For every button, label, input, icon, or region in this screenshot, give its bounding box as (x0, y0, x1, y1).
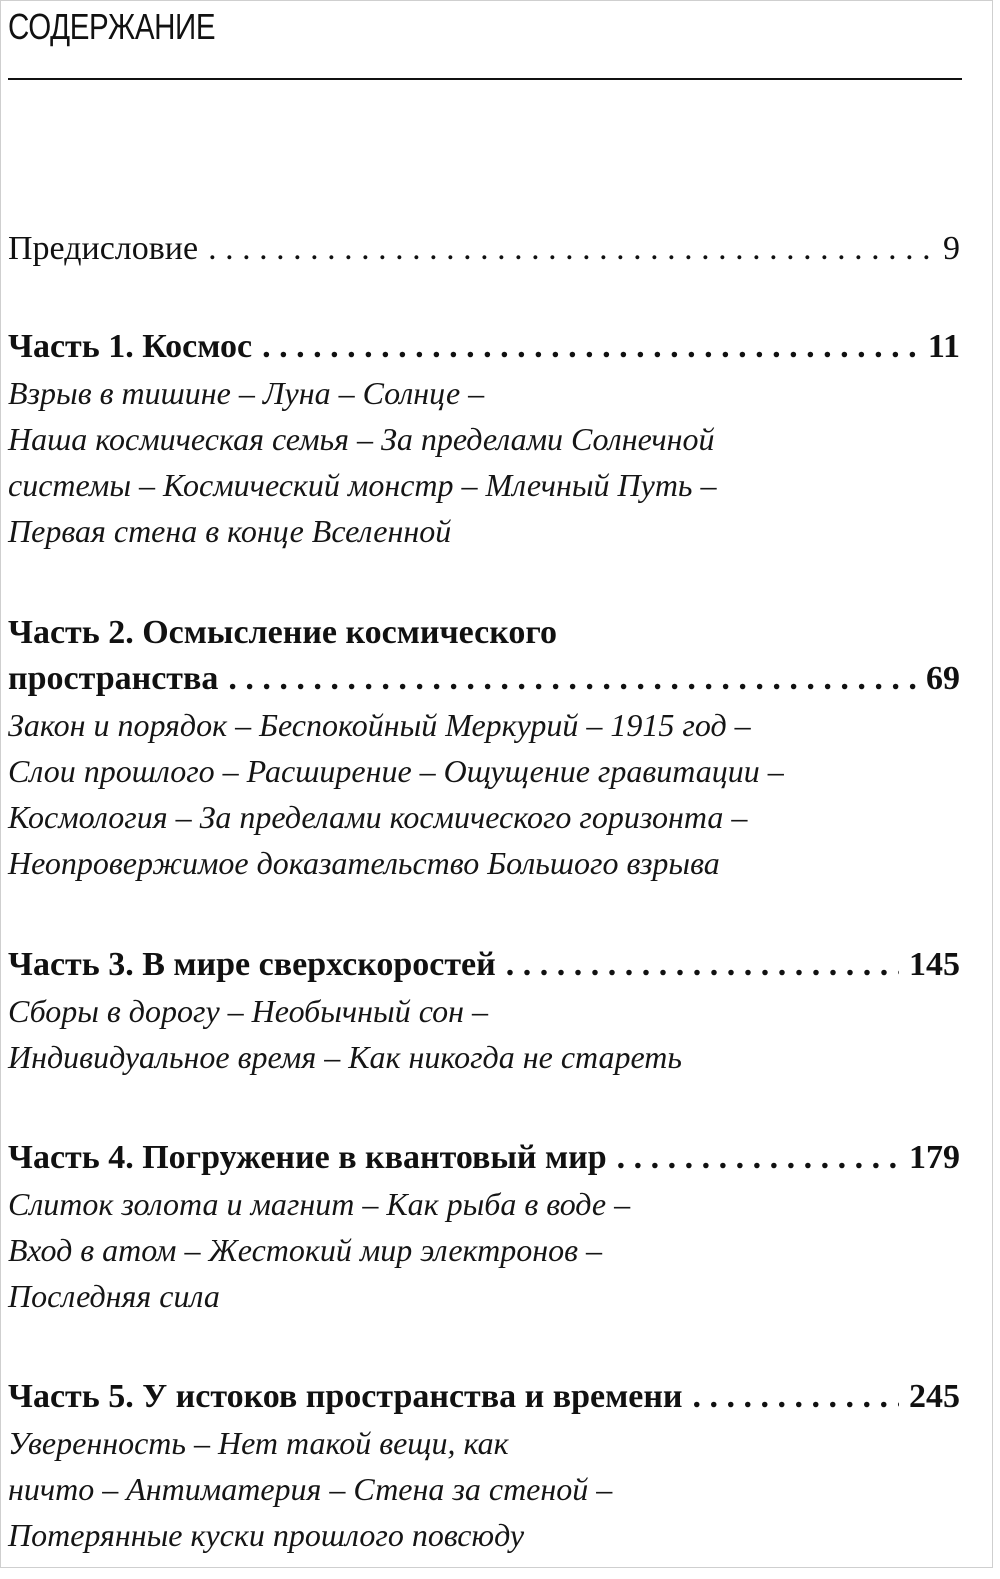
subtopic-line: Слиток золота и магнит – Как рыба в воде – (8, 1186, 631, 1222)
subtopic-line: Закон и порядок – Беспокойный Меркурий – 1915 год – (8, 707, 751, 743)
toc-line (8, 942, 960, 988)
page-number: 9 (943, 230, 960, 267)
subtopic-line: Последняя сила (8, 1278, 220, 1314)
subtopic-line: Сборы в дорогу – Необычный сон – (8, 993, 488, 1029)
subtopics (8, 988, 960, 1080)
toc-line (8, 1135, 960, 1181)
subtopic-line: Наша космическая семья – За пределами Солнечной (8, 421, 715, 457)
page-number: 145 (909, 946, 960, 983)
toc-entry-part4 (8, 1135, 960, 1319)
dot-leader (617, 1135, 899, 1181)
entry-title: Часть 4. Погружение в квантовый мир (8, 1139, 607, 1176)
subtopic-line: Неопровержимое доказательство Большого взрыва (8, 845, 720, 881)
page-number: 69 (926, 660, 960, 697)
page-number: 11 (927, 328, 960, 365)
subtopic-line: Космология – За пределами космического горизонта – (8, 799, 748, 835)
subtopic-line: Вход в атом – Жестокий мир электронов – (8, 1232, 602, 1268)
toc-line (8, 656, 960, 702)
subtopic-line: Потерянные куски прошлого повсюду (8, 1517, 525, 1553)
subtopics (8, 702, 960, 886)
header-divider (8, 78, 962, 80)
subtopics (8, 370, 960, 554)
entry-title-line: Часть 2. Осмысление космического (8, 614, 557, 651)
dot-leader (506, 942, 899, 988)
entry-title: пространства (8, 660, 219, 697)
entry-title: Часть 5. У истоков пространства и времени (8, 1378, 683, 1415)
entry-title: Часть 3. В мире сверхскоростей (8, 946, 496, 983)
dot-leader (262, 324, 918, 370)
toc-entry-part1 (8, 324, 960, 554)
subtopics (8, 1420, 960, 1558)
subtopic-line: ничто – Антиматерия – Стена за стеной – (8, 1471, 613, 1507)
toc-line (8, 1374, 960, 1420)
toc-entry-part5 (8, 1374, 960, 1558)
dot-leader (228, 656, 916, 702)
subtopics (8, 1181, 960, 1319)
page-number: 179 (909, 1139, 960, 1176)
subtopic-line: Первая стена в конце Вселенной (8, 513, 452, 549)
toc-entry-part3 (8, 942, 960, 1080)
toc-line (8, 324, 960, 370)
dot-leader (693, 1374, 899, 1420)
subtopic-line: Взрыв в тишине – Луна – Солнце – (8, 375, 485, 411)
page-title: СОДЕРЖАНИЕ (8, 6, 216, 47)
subtopic-line: Индивидуальное время – Как никогда не стареть (8, 1039, 682, 1075)
entry-title: Предисловие (8, 230, 199, 267)
subtopic-line: Слои прошлого – Расширение – Ощущение гравитации – (8, 753, 784, 789)
entry-title: Часть 1. Космос (8, 328, 253, 365)
toc-entry-part2 (8, 610, 960, 886)
subtopic-line: системы – Космический монстр – Млечный Путь – (8, 467, 717, 503)
subtopic-line: Уверенность – Нет такой вещи, как (8, 1425, 509, 1461)
dot-leader (208, 226, 933, 272)
toc-line (8, 226, 960, 272)
page-number: 245 (909, 1378, 960, 1415)
toc-entry-preface (8, 226, 960, 272)
